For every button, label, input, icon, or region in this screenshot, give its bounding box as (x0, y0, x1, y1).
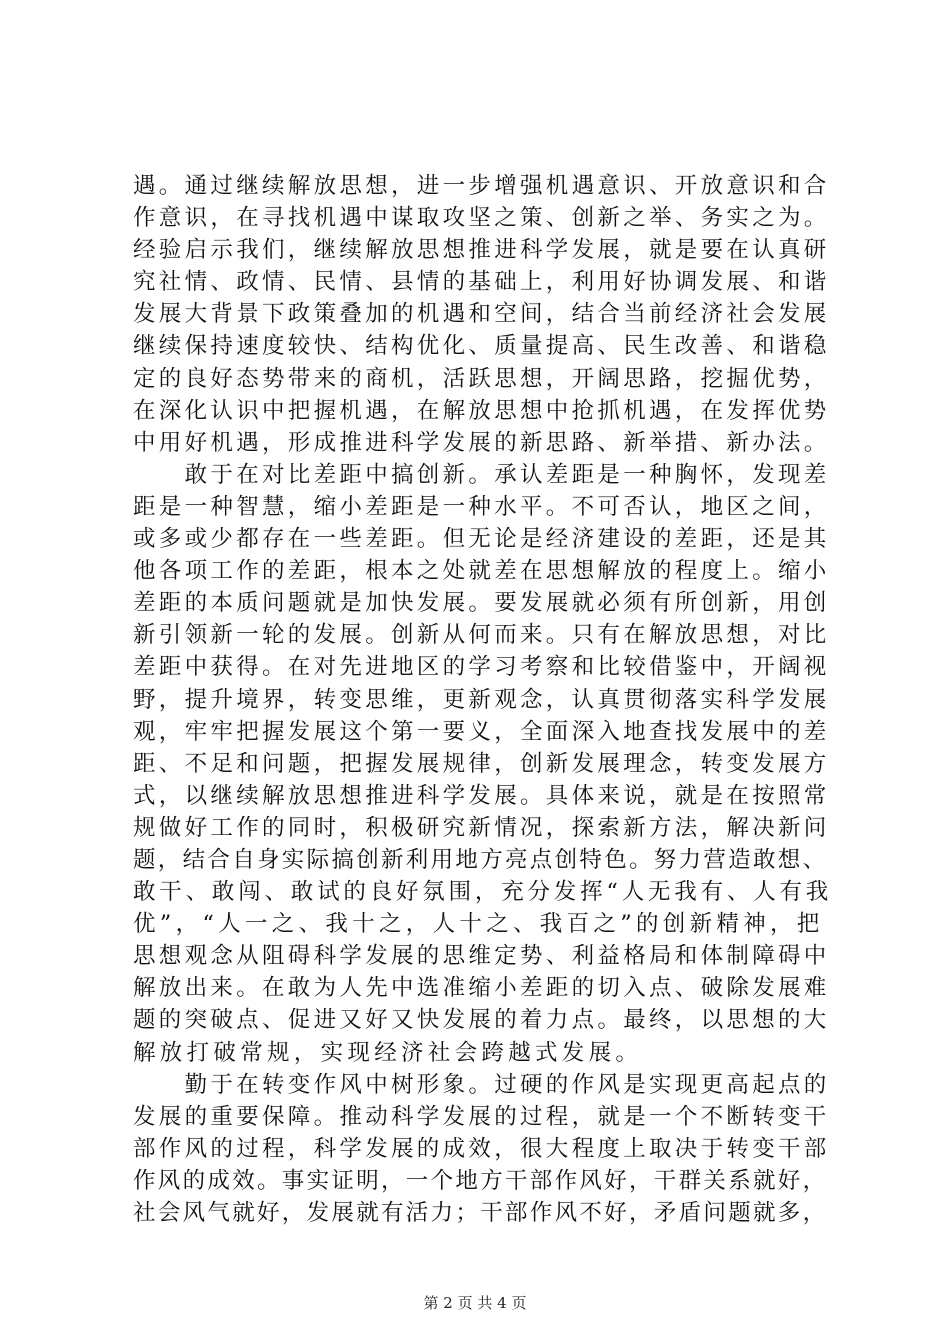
text-line: 中用好机遇，形成推进科学发展的新思路、新举措、新办法。 (133, 429, 830, 456)
text-line: 敢干、敢闯、敢试的良好氛围，充分发挥“人无我有、人有我 (133, 879, 833, 906)
text-line: 发展的重要保障。推动科学发展的过程，就是一个不断转变干 (133, 1103, 830, 1130)
text-line: 距、不足和问题，把握发展规律，创新发展理念，转变发展方 (133, 750, 830, 777)
text-line: 在深化认识中把握机遇，在解放思想中抢抓机遇，在发挥优势 (133, 397, 830, 424)
text-line: 规做好工作的同时，积极研究新情况，探索新方法，解决新问 (133, 814, 830, 841)
text-line: 经验启示我们，继续解放思想推进科学发展，就是要在认真研 (133, 237, 830, 264)
text-line: 解放出来。在敢为人先中选准缩小差距的切入点、破除发展难 (133, 975, 830, 1002)
text-line: 敢于在对比差距中搞创新。承认差距是一种胸怀，发现差 (133, 461, 830, 488)
page-footer: 第 2 页 共 4 页 (423, 1294, 527, 1312)
text-line: 继续保持速度较快、结构优化、质量提高、民生改善、和谐稳 (133, 333, 830, 360)
text-line: 差距中获得。在对先进地区的学习考察和比较借鉴中，开阔视 (133, 654, 830, 681)
text-line: 题的突破点、促进又好又快发展的着力点。最终，以思想的大 (133, 1007, 830, 1034)
text-line: 究社情、政情、民情、县情的基础上，利用好协调发展、和谐 (133, 269, 830, 296)
text-line: 发展大背景下政策叠加的机遇和空间，结合当前经济社会发展 (133, 301, 830, 328)
text-line: 定的良好态势带来的商机，活跃思想，开阔思路，挖掘优势， (133, 365, 830, 392)
text-line: 他各项工作的差距，根本之处就差在思想解放的程度上。缩小 (133, 558, 830, 585)
text-line: 遇。通过继续解放思想，进一步增强机遇意识、开放意识和合 (133, 173, 830, 199)
text-line: 观，牢牢把握发展这个第一要义，全面深入地查找发展中的差 (133, 718, 830, 745)
text-line: 题，结合自身实际搞创新利用地方亮点创特色。努力营造敢想、 (133, 846, 828, 873)
text-line: 解放打破常规，实现经济社会跨越式发展。 (133, 1039, 643, 1066)
text-line: 差距的本质问题就是加快发展。要发展就必须有所创新，用创 (133, 590, 830, 617)
text-line: 部作风的过程，科学发展的成效，很大程度上取决于转变干部 (133, 1135, 830, 1162)
text-line: 优”，“人一之、我十之，人十之、我百之”的创新精神，把 (133, 911, 824, 938)
text-line: 社会风气就好，发展就有活力；干部作风不好，矛盾问题就多， (133, 1200, 828, 1226)
text-line: 野，提升境界，转变思维，更新观念，认真贯彻落实科学发展 (133, 686, 830, 713)
text-line: 思想观念从阻碍科学发展的思维定势、利益格局和体制障碍中 (133, 943, 830, 970)
text-line: 或多或少都存在一些差距。但无论是经济建设的差距，还是其 (133, 526, 830, 553)
text-line: 式，以继续解放思想推进科学发展。具体来说，就是在按照常 (133, 782, 830, 809)
text-line: 勤于在转变作风中树形象。过硬的作风是实现更高起点的 (133, 1071, 830, 1098)
text-line: 作意识，在寻找机遇中谋取攻坚之策、创新之举、务实之为。 (133, 205, 830, 232)
text-line: 作风的成效。事实证明，一个地方干部作风好，干群关系就好， (133, 1167, 828, 1194)
text-line: 新引领新一轮的发展。创新从何而来。只有在解放思想，对比 (133, 622, 830, 649)
body-text (133, 170, 833, 1229)
text-line: 距是一种智慧，缩小差距是一种水平。不可否认，地区之间， (133, 493, 830, 520)
